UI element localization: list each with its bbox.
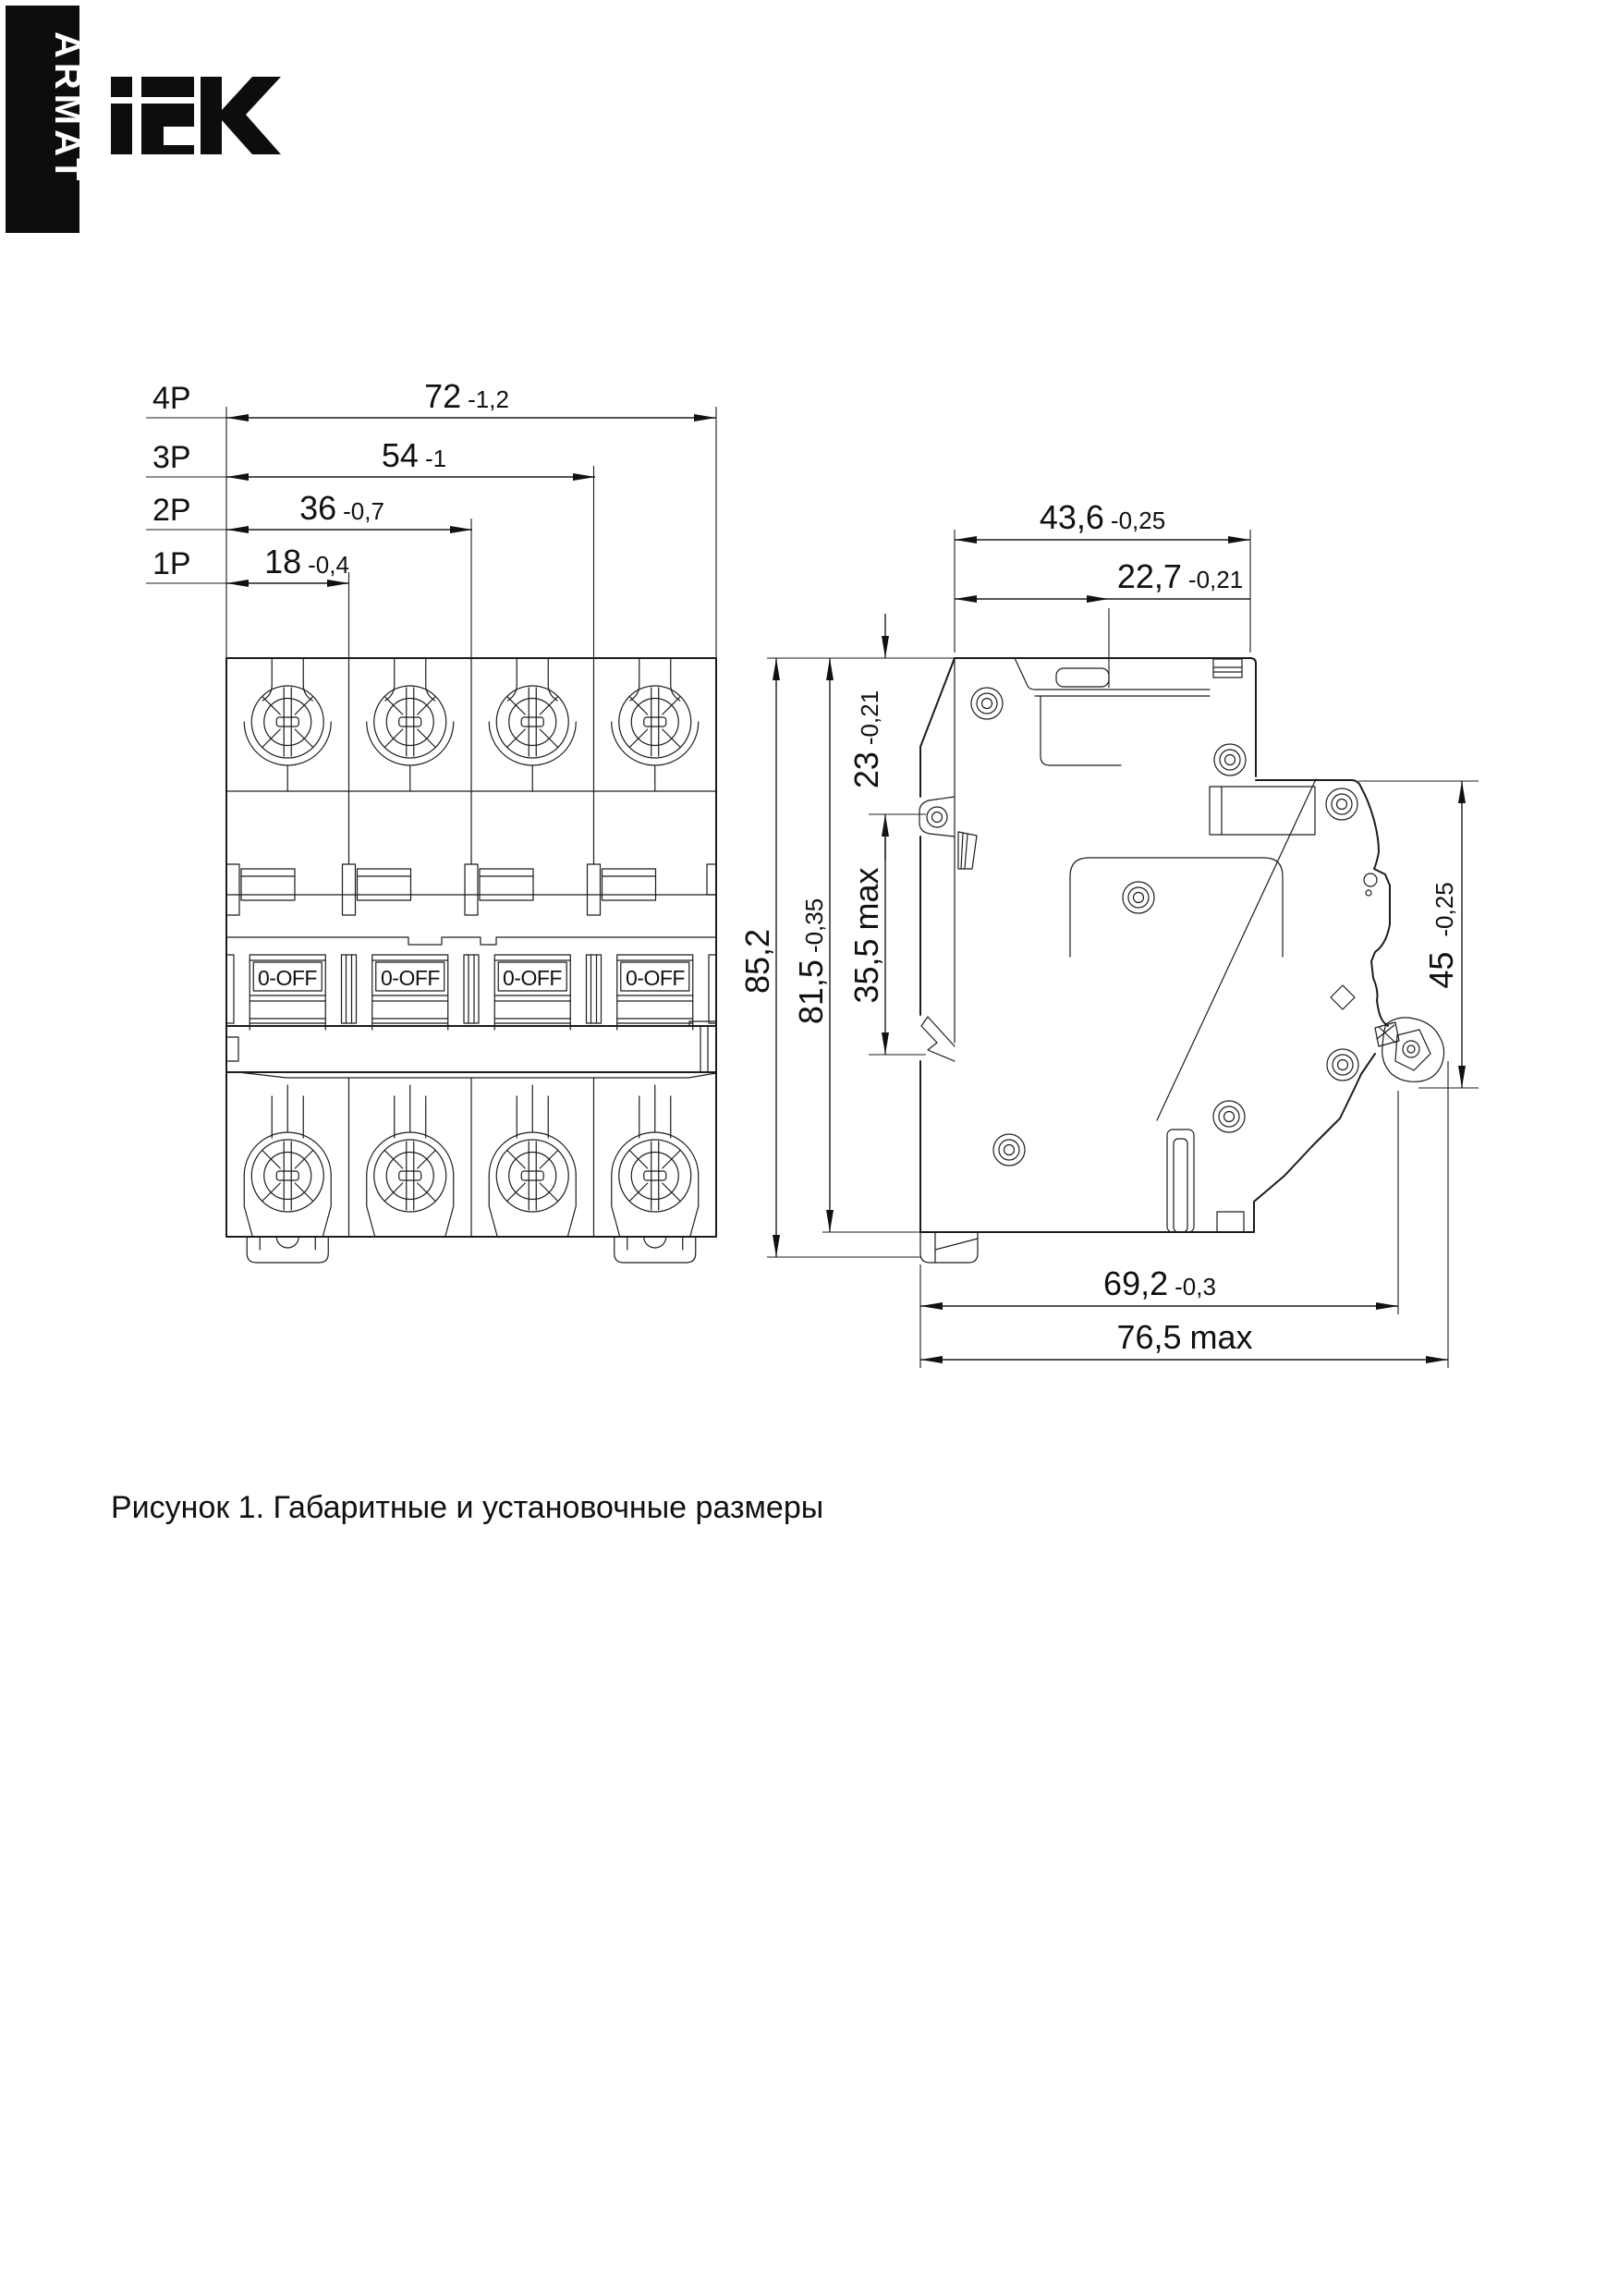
dim-width-mid: 22,7 -0,21 [1116, 557, 1244, 595]
dim-width-top: 43,6 -0,25 [1039, 498, 1166, 536]
handle-label-3: 0-OFF [503, 966, 562, 990]
handle-label-1: 0-OFF [258, 966, 317, 990]
handle-label-4: 0-OFF [626, 966, 685, 990]
dim-width-2p: 36 -0,7 [299, 489, 384, 527]
pole-label-4p: 4P [152, 381, 191, 416]
armat-banner [6, 6, 88, 233]
handle-label-2: 0-OFF [381, 966, 440, 990]
dim-width-1p: 18 -0,4 [264, 543, 349, 580]
dim-front-height: 45-0,25 [1422, 882, 1460, 989]
dim-din-offset: 23-0,21 [847, 690, 885, 789]
dim-depth-overall: 76,5 max [1116, 1318, 1253, 1356]
side-view-dimensions [738, 498, 1479, 1368]
side-view [919, 658, 1444, 1263]
dim-width-3p: 54 -1 [381, 436, 447, 474]
dim-height-overall: 85,2 [738, 928, 776, 995]
front-view-dimensions [146, 377, 716, 658]
dim-width-4p: 72 -1,2 [424, 377, 509, 415]
pole-label-2p: 2P [152, 493, 191, 528]
iek-logo [111, 77, 281, 154]
dim-din-window: 35,5max [847, 867, 885, 1004]
pole-label-3p: 3P [152, 440, 191, 475]
pole-label-1p: 1P [152, 546, 191, 581]
front-view [226, 658, 716, 1263]
dim-depth-body: 69,2 -0,3 [1103, 1264, 1216, 1302]
banner-label: ARMAT [47, 31, 88, 186]
figure-caption: Рисунок 1. Габаритные и установочные размеры [111, 1490, 824, 1525]
dim-height-body: 81,5-0,35 [792, 898, 830, 1025]
